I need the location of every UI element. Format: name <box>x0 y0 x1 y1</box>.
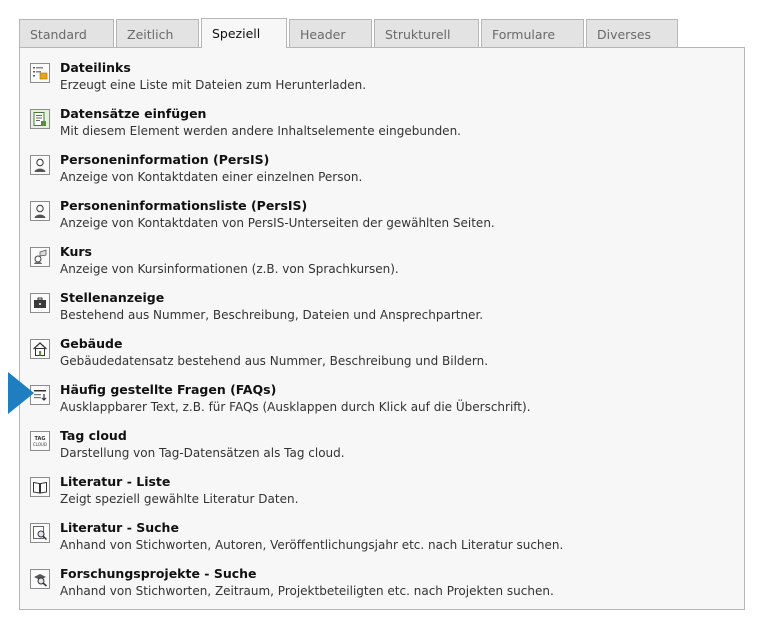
item-title: Häufig gestellte Fragen (FAQs) <box>60 382 277 397</box>
list-item-kurs[interactable] <box>30 244 730 284</box>
item-description: Anhand von Stichworten, Zeitraum, Projektbeteiligten etc. nach Projekten suchen. <box>60 584 554 598</box>
item-description: Anzeige von Kursinformationen (z.B. von Sprachkursen). <box>60 262 399 276</box>
item-title: Gebäude <box>60 336 123 351</box>
briefcase-icon <box>30 293 50 313</box>
tab-speziell[interactable]: Speziell <box>201 18 287 48</box>
tab-standard[interactable]: Standard <box>19 19 114 48</box>
file-links-icon <box>30 63 50 83</box>
item-title: Literatur - Liste <box>60 474 171 489</box>
item-title: Datensätze einfügen <box>60 106 207 121</box>
item-description: Anzeige von Kontaktdaten einer einzelnen Person. <box>60 170 363 184</box>
tab-zeitlich[interactable]: Zeitlich <box>116 19 199 48</box>
person-list-icon <box>30 201 50 221</box>
tag-cloud-icon <box>30 431 50 451</box>
item-title: Kurs <box>60 244 92 259</box>
item-description: Ausklappbarer Text, z.B. für FAQs (Ausklappen durch Klick auf die Überschrift). <box>60 400 531 414</box>
content-element-panel <box>19 47 745 610</box>
item-description: Darstellung von Tag-Datensätzen als Tag cloud. <box>60 446 345 460</box>
item-title: Personeninformation (PersIS) <box>60 152 270 167</box>
building-icon <box>30 339 50 359</box>
literature-search-icon <box>30 523 50 543</box>
tab-formulare[interactable]: Formulare <box>481 19 584 48</box>
tab-diverses[interactable]: Diverses <box>586 19 678 48</box>
tab-header[interactable]: Header <box>289 19 372 48</box>
list-item-personeninformationsliste[interactable] <box>30 198 730 238</box>
item-description: Bestehend aus Nummer, Beschreibung, Dateien und Ansprechpartner. <box>60 308 484 322</box>
item-description: Anzeige von Kontaktdaten von PersIS-Unterseiten der gewählten Seiten. <box>60 216 495 230</box>
item-title: Personeninformationsliste (PersIS) <box>60 198 308 213</box>
item-title: Dateilinks <box>60 60 131 75</box>
item-description: Anhand von Stichworten, Autoren, Veröffentlichungsjahr etc. nach Literatur suchen. <box>60 538 564 552</box>
item-title: Stellenanzeige <box>60 290 165 305</box>
list-item-gebaeude[interactable] <box>30 336 730 376</box>
item-description: Zeigt speziell gewählte Literatur Daten. <box>60 492 299 506</box>
list-item-stellenanzeige[interactable] <box>30 290 730 330</box>
list-item-literatur-liste[interactable] <box>30 474 730 514</box>
list-item-personeninformation[interactable] <box>30 152 730 192</box>
list-item-literatur-suche[interactable] <box>30 520 730 560</box>
list-item-forschungsprojekte-suche[interactable] <box>30 566 730 606</box>
item-description: Gebäudedatensatz bestehend aus Nummer, Beschreibung und Bildern. <box>60 354 489 368</box>
book-icon <box>30 477 50 497</box>
item-title: Tag cloud <box>60 428 127 443</box>
content-type-tabs <box>19 19 680 48</box>
research-search-icon <box>30 569 50 589</box>
list-item-faq[interactable] <box>30 382 730 422</box>
tab-strukturell[interactable]: Strukturell <box>374 19 479 48</box>
list-item-tag-cloud[interactable] <box>30 428 730 468</box>
insert-records-icon <box>30 109 50 129</box>
person-icon <box>30 155 50 175</box>
item-description: Erzeugt eine Liste mit Dateien zum Herunterladen. <box>60 78 367 92</box>
list-item-dateilinks[interactable] <box>30 60 730 100</box>
item-title: Literatur - Suche <box>60 520 179 535</box>
item-description: Mit diesem Element werden andere Inhaltselemente eingebunden. <box>60 124 461 138</box>
pointer-arrow-icon <box>8 372 34 414</box>
svg-text:TAG: TAG <box>34 436 46 442</box>
list-item-datensaetze-einfuegen[interactable] <box>30 106 730 146</box>
svg-text:CLOUD: CLOUD <box>32 442 48 447</box>
item-title: Forschungsprojekte - Suche <box>60 566 257 581</box>
course-icon <box>30 247 50 267</box>
